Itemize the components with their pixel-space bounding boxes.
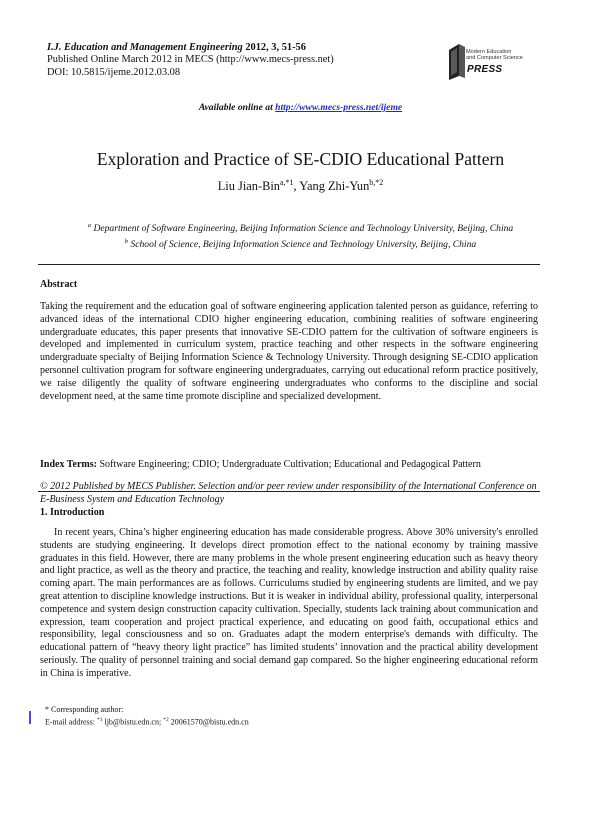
abstract-heading: Abstract — [40, 279, 78, 290]
email-label: E-mail address: — [45, 717, 97, 727]
author-2: Yang Zhi-Yun — [299, 179, 370, 194]
affiliation-a — [0, 219, 601, 235]
footnote-email — [45, 715, 249, 728]
journal-issue: 2012, 3, 51-56 — [242, 42, 306, 53]
mecs-press-logo — [447, 42, 557, 84]
introduction-body: In recent years, China’s higher engineering education has made considerable progress. Above 30% university's enrolled students are studying engineering. It develops direct promotion effect to the national economy by training massive graduates in this field. However, there are many problems in the whole present engineering education such as heavy theory and light practice, as well as the theory and practice, the teaching and reality, knowledge instruction and ability quality raise coming apart. The main performances are as follows. Curriculums studied by engineering students are limited, and we pay great attention to discipline knowledge instructions. But it is weaker in individual ability, professional quality, interpersonal competence and system design construction capacity cultivation. Specially, students lack training about communication and expression, team cooperation and project practical experience, and educating on good faith, occupational ethics and responsibility, legal consciousness and so on. Graduates adapt the modern enterprise's demands with difficulty. The educational pattern of “heavy theory light practice” has limited students’ innovation and the practical ability development seriously. The quality of personnel training and social demand gap compared. So the higher engineering educational reform in China is imperative. — [40, 527, 538, 679]
email-2: 20061570@bistu.edn.cn — [168, 717, 249, 727]
footnote — [45, 704, 249, 728]
journal-name: I.J. Education and Management Engineering — [47, 42, 243, 53]
doi-line: DOI: 10.5815/ijeme.2012.03.08 — [47, 66, 181, 78]
author-2-mark: b,*2 — [369, 178, 384, 187]
introduction-heading: 1. Introduction — [40, 507, 105, 518]
paper-title: Exploration and Practice of SE-CDIO Educational Pattern — [96, 149, 505, 169]
index-terms-label: Index Terms: — [40, 459, 97, 470]
affiliation-b-text: School of Science, Beijing Information Science and Technology University, Beijing, China — [128, 239, 477, 251]
book-stack-icon — [447, 42, 467, 80]
abstract-body: Taking the requirement and the education goal of software engineering application talented person as guidance, referring to advanced ideas of the international CDIO higher engineering education, combining realities of software engineering undergraduate educates, this paper presents that innovative SE-CDIO pattern for the cultivation of software engineers is developed and implemented in curriculum system, practice teaching and other respects in the software engineering undergraduate specialty of Beijing Information Science & Technology University. Through designing SE-CDIO application personnel cultivation program for software engineering undergraduates, carrying out educational reform practice positively, we raise diligently the quality of software engineering undergraduates who conforms to the discipline and social development need, at the same time promote discipline and specialized development. — [40, 301, 538, 402]
logo-text — [466, 49, 523, 61]
affiliation-b — [0, 235, 601, 251]
available-prefix: Available online at — [198, 102, 276, 113]
email-1: ljb@bistu.edn.cn; — [102, 717, 164, 727]
logo-press: PRESS — [467, 64, 503, 75]
author-separator: , — [293, 179, 300, 194]
index-terms — [40, 459, 481, 470]
affiliations — [0, 219, 601, 251]
author-1-mark: a,*1 — [279, 178, 294, 187]
journal-url-link[interactable]: http://www.mecs-press.net/ijeme — [275, 102, 403, 113]
journal-header — [47, 42, 334, 79]
affiliation-b-mark: b — [124, 238, 129, 246]
published-line: Published Online March 2012 in MECS (http://www.mecs-press.net) — [47, 54, 334, 66]
available-online — [0, 102, 601, 113]
author-1: Liu Jian-Bin — [217, 179, 280, 194]
divider — [38, 491, 540, 492]
affiliation-a-mark: a — [87, 222, 92, 229]
journal-citation — [47, 42, 334, 54]
divider — [38, 264, 540, 265]
footnote-corresponding: * Corresponding author: — [45, 705, 124, 714]
logo-line-2: and Computer Science — [466, 55, 523, 61]
email-2-mark: *2 — [163, 717, 169, 723]
authors — [0, 178, 601, 194]
email-1-mark: *1 — [96, 717, 103, 723]
logo-line-1: Modern Education — [466, 49, 512, 55]
affiliation-a-text: Department of Software Engineering, Beijing Information Science and Technology University, Beijing, China — [91, 223, 514, 235]
text-cursor-marker — [29, 711, 31, 724]
copyright-notice: © 2012 Published by MECS Publisher. Selection and/or peer review under responsibility of the International Conference on E-Business System and Education Technology — [40, 481, 537, 505]
index-terms-value: Software Engineering; CDIO; Undergraduate Cultivation; Educational and Pedagogical Pattern — [96, 459, 481, 470]
